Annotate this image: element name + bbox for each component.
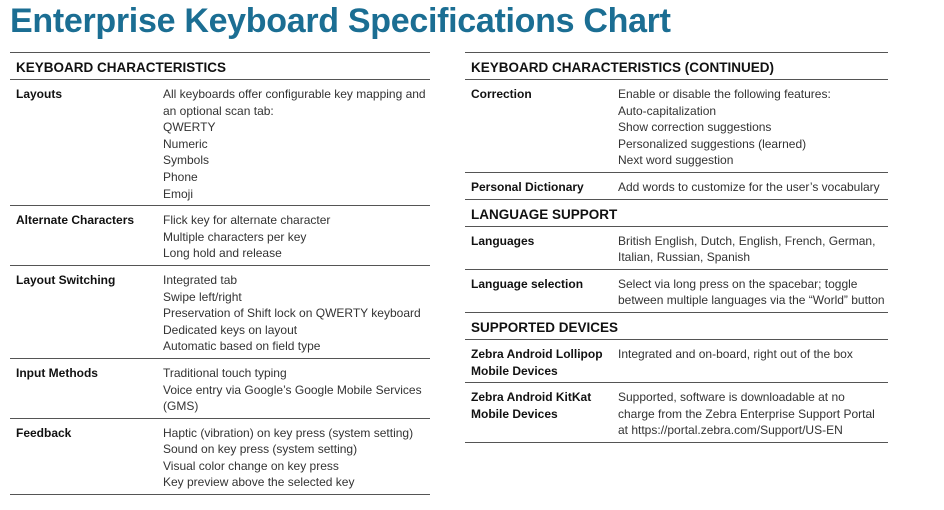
spec-row-value-line: Voice entry via Google’s Google Mobile Services <box>163 382 422 397</box>
spec-row-label <box>465 389 618 439</box>
left-column <box>10 52 430 495</box>
spec-row-value <box>163 272 430 355</box>
spec-row-value-line: Sound on key press (system setting) <box>163 442 358 457</box>
spec-row-label: Languages <box>471 233 535 248</box>
spec-row <box>10 266 430 359</box>
spec-row-value <box>618 179 888 196</box>
language-spec-rows <box>465 227 888 313</box>
spec-row-value-line: Numeric <box>163 136 208 151</box>
spec-row-value-line: British English, Dutch, English, French, German, <box>618 233 876 248</box>
spec-row-value-line: Integrated tab <box>163 272 238 287</box>
spec-row-value-line: All keyboards offer configurable key mapping and <box>163 87 426 101</box>
spec-row-value <box>618 86 888 169</box>
spec-row-value <box>618 389 888 439</box>
spec-row-value-line: at https://portal.zebra.com/Support/US-EN <box>618 423 843 438</box>
spec-row-value-line: Enable or disable the following features: <box>618 87 831 101</box>
spec-row-value <box>163 425 430 491</box>
spec-row-value-line: Italian, Russian, Spanish <box>618 250 751 265</box>
spec-row-value-line: Show correction suggestions <box>618 120 772 135</box>
spec-row-value-line: Multiple characters per key <box>163 229 307 244</box>
spec-row-value-line: Flick key for alternate character <box>163 213 331 228</box>
spec-row-label: Layout Switching <box>16 272 116 287</box>
spec-row-value-line: Key preview above the selected key <box>163 475 355 490</box>
spec-row-value-line: Preservation of Shift lock on QWERTY keyboard <box>163 306 421 321</box>
spec-row-value <box>618 276 888 309</box>
spec-row-label-line: Mobile Devices <box>471 363 558 378</box>
spec-row-value-line: Supported, software is downloadable at no <box>618 390 845 405</box>
spec-row-label: Language selection <box>471 276 584 291</box>
page-title: Enterprise Keyboard Specifications Chart <box>10 2 671 40</box>
section-header-supported-devices: SUPPORTED DEVICES <box>465 313 888 340</box>
spec-row-label: Correction <box>471 87 532 101</box>
spec-row-value-line: Emoji <box>163 186 194 201</box>
spec-row-label: Input Methods <box>16 365 98 380</box>
spec-row-value <box>618 346 888 379</box>
spec-row-label: Alternate Characters <box>16 213 135 228</box>
spec-row-value-line: (GMS) <box>163 399 199 414</box>
spec-row-value-line: QWERTY <box>163 120 216 135</box>
spec-row-value <box>163 212 430 262</box>
spec-row-label-line: Zebra Android Lollipop <box>471 346 603 361</box>
spec-row-label <box>465 346 618 379</box>
right-spec-rows <box>465 80 888 200</box>
left-spec-rows <box>10 80 430 495</box>
spec-row-value <box>163 365 430 415</box>
spec-row <box>465 340 888 383</box>
spec-row-value-line: an optional scan tab: <box>163 103 274 118</box>
spec-row <box>465 227 888 270</box>
spec-row-value-line: charge from the Zebra Enterprise Support Portal <box>618 406 875 421</box>
spec-row-value-line: Auto-capitalization <box>618 103 717 118</box>
spec-row <box>465 173 888 200</box>
device-spec-rows <box>465 340 888 443</box>
spec-row <box>10 419 430 495</box>
spec-row-value <box>163 86 430 202</box>
spec-row-value-line: Next word suggestion <box>618 153 734 168</box>
spec-row-value-line: Add words to customize for the user’s vocabulary <box>618 179 880 194</box>
spec-row-label-line: Zebra Android KitKat <box>471 390 592 405</box>
spec-row <box>465 80 888 173</box>
spec-row-value-line: Automatic based on field type <box>163 339 321 354</box>
spec-row-value-line: Dedicated keys on layout <box>163 322 298 337</box>
spec-row-value-line: Personalized suggestions (learned) <box>618 136 807 151</box>
section-header-keyboard-characteristics: KEYBOARD CHARACTERISTICS <box>10 52 430 80</box>
spec-row-label: Personal Dictionary <box>471 179 584 194</box>
spec-row-label: Layouts <box>16 87 63 101</box>
spec-row-value-line: Select via long press on the spacebar; toggle <box>618 276 858 291</box>
spec-row <box>465 270 888 313</box>
spec-row-value-line: between multiple languages via the “World” button <box>618 293 885 308</box>
spec-row-value-line: Traditional touch typing <box>163 365 287 380</box>
spec-row-value-line: Symbols <box>163 153 210 168</box>
spec-row-value-line: Swipe left/right <box>163 289 242 304</box>
section-header-language-support: LANGUAGE SUPPORT <box>465 200 888 227</box>
spec-row-value-line: Long hold and release <box>163 246 282 261</box>
spec-row <box>10 80 430 206</box>
spec-row-value-line: Visual color change on key press <box>163 458 339 473</box>
spec-row-label: Feedback <box>16 425 72 440</box>
spec-row <box>10 206 430 266</box>
spec-row-value-line: Haptic (vibration) on key press (system setting) <box>163 425 414 440</box>
section-header-keyboard-characteristics-continued: KEYBOARD CHARACTERISTICS (CONTINUED) <box>465 52 888 80</box>
spec-row-value <box>618 233 888 266</box>
right-column <box>465 52 888 443</box>
spec-row-value-line: Integrated and on-board, right out of the box <box>618 346 853 361</box>
spec-row-value-line: Phone <box>163 169 198 184</box>
spec-row <box>10 359 430 419</box>
spec-row <box>465 383 888 443</box>
spec-row-label-line: Mobile Devices <box>471 406 558 421</box>
